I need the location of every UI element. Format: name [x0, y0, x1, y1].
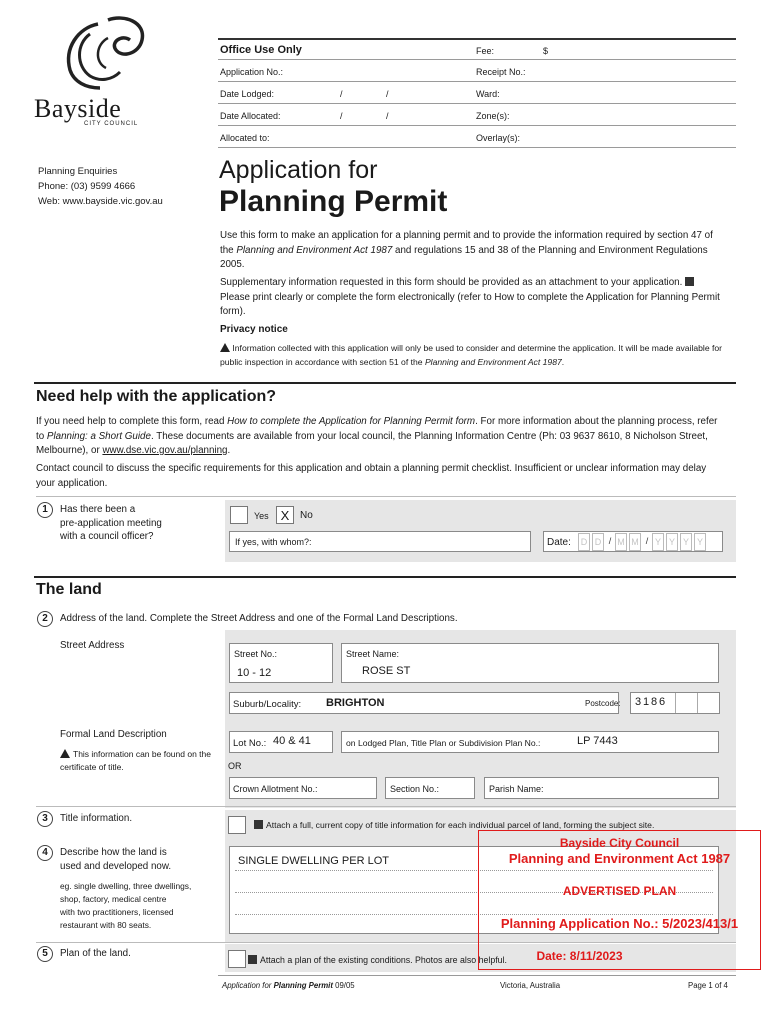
plan-no-value: LP 7443: [577, 735, 618, 747]
help-text-b: . For more information about the planning process, refer to: [36, 416, 718, 442]
stamp-council: Bayside City Council: [559, 836, 680, 850]
date-lodged-slash-2: /: [386, 89, 389, 99]
formal-land-label: Formal Land Description: [60, 729, 167, 740]
q1-label-line-2: pre-application meeting: [60, 517, 162, 529]
stamp-advertised: ADVERTISED PLAN: [562, 884, 677, 898]
intro-paragraph-2: [220, 276, 720, 320]
q1-number: 1: [37, 502, 53, 518]
pencil-icon: [685, 277, 694, 286]
lot-no-value: 40 & 41: [273, 735, 311, 747]
office-row-5: [218, 127, 736, 148]
formal-note-text: This information can be found on the certificate of title.: [60, 749, 211, 772]
q1-top-rule: [36, 496, 736, 497]
phone-text: Phone: (03) 9599 4666: [38, 181, 136, 192]
q4-examples: [60, 880, 191, 932]
logo-subtitle: CITY COUNCIL: [84, 121, 139, 127]
office-row-3: [218, 83, 736, 104]
help-heading: Need help with the application?: [36, 388, 277, 405]
q3-text: Title information.: [60, 813, 133, 824]
council-logo: [34, 14, 156, 132]
date-char-box: Y: [680, 533, 692, 551]
stamp-application-no: Planning Application No.: 5/2023/413/1: [500, 916, 739, 931]
zone-label: Zone(s):: [476, 111, 510, 121]
q1-label: [60, 503, 162, 544]
how-to-complete-link[interactable]: How to complete the Application for Planning Permit form: [227, 416, 476, 427]
yes-checkbox[interactable]: [230, 506, 248, 524]
date-char-box: D: [592, 533, 604, 551]
postcode-digit-4: 6: [659, 696, 666, 708]
q5-text: Plan of the land.: [60, 948, 131, 959]
q4-example-4: restaurant with 80 seats.: [60, 920, 152, 930]
dse-url-link[interactable]: www.dse.vic.gov.au/planning: [102, 445, 228, 456]
page-title-line-2: Planning Permit: [219, 185, 448, 218]
footer-page-number: Page 1 of 4: [688, 981, 728, 990]
land-top-rule: [34, 576, 736, 578]
logo-mark-icon: [50, 14, 150, 94]
with-whom-label: If yes, with whom?:: [235, 537, 312, 547]
date-allocated-slash-1: /: [340, 111, 343, 121]
with-whom-input[interactable]: [229, 531, 531, 552]
privacy-end: .: [561, 357, 565, 367]
date-char-box: /: [645, 536, 649, 546]
enquiries-label: Planning Enquiries: [38, 166, 118, 177]
privacy-title: Privacy notice: [220, 324, 288, 335]
help-paragraph-2: Contact council to discuss the specific requirements for this application and obtain a planning permit checklist. Insufficient or unclear information may delay your application.: [36, 463, 707, 489]
footer-left: [222, 981, 355, 990]
land-use-value: SINGLE DWELLING PER LOT: [238, 855, 389, 867]
q4-example-1: eg. single dwelling, three dwellings,: [60, 881, 192, 891]
privacy-text: [220, 341, 730, 369]
application-no-label: Application No.:: [220, 67, 284, 77]
footer-left-c: 09/05: [332, 981, 355, 990]
overlay-label: Overlay(s):: [476, 133, 521, 143]
postcode-input[interactable]: [630, 692, 720, 714]
q4-example-3: with two practitioners, licensed: [60, 907, 174, 917]
plan-no-label: on Lodged Plan, Title Plan or Subdivision Plan No.:: [346, 738, 541, 748]
section-no-label: Section No.:: [390, 784, 440, 794]
no-check-mark: X: [280, 508, 290, 523]
crown-allotment-input[interactable]: [229, 777, 377, 799]
section-no-input[interactable]: [385, 777, 475, 799]
stamp-date: Date: 8/11/2023: [536, 949, 623, 963]
street-name-input[interactable]: [341, 643, 719, 683]
street-address-label: Street Address: [60, 640, 125, 651]
crown-allotment-label: Crown Allotment No.:: [233, 784, 318, 794]
privacy-act: Planning and Environment Act 1987: [424, 357, 562, 367]
footer-left-a: Application for: [222, 981, 274, 990]
footer-rule: [218, 975, 736, 976]
no-checkbox[interactable]: [276, 506, 294, 524]
q1-label-line-1: Has there been a: [60, 504, 136, 515]
office-row-2: [218, 61, 736, 82]
postcode-digit-3: 8: [651, 696, 658, 708]
plan-no-input[interactable]: [341, 731, 719, 753]
date-char-box: Y: [652, 533, 664, 551]
intro-text-b: and regulations 15 and 38 of the Planning and Environment Regulations 2005.: [220, 244, 708, 271]
plan-attach-checkbox[interactable]: [228, 950, 246, 968]
lot-no-label: Lot No.:: [233, 738, 267, 749]
supplementary-text: Supplementary information requested in this form should be provided as an attachment to your application.: [220, 277, 686, 288]
postcode-digit-2: 1: [643, 696, 650, 708]
intro-act: Planning and Environment Act 1987: [236, 244, 393, 256]
privacy-text-a: Information collected with this application will only be used to consider and determine the application. It will be made available for public inspection in accordance with section 51 of the: [220, 343, 723, 367]
short-guide-link[interactable]: Planning: a Short Guide: [46, 430, 151, 442]
date-char-box: M: [615, 533, 627, 551]
help-text-a: If you need help to complete this form, read: [36, 416, 228, 427]
ward-label: Ward:: [476, 89, 500, 99]
no-label: No: [300, 510, 313, 521]
parish-name-input[interactable]: [484, 777, 719, 799]
suburb-label: Suburb/Locality:: [233, 699, 302, 710]
logo-name: Bayside: [34, 94, 122, 123]
lot-no-input[interactable]: [229, 731, 333, 753]
street-no-input[interactable]: [229, 643, 333, 683]
q3-pencil-icon: [254, 820, 263, 829]
q2-number: 2: [37, 611, 53, 627]
office-use-title: Office Use Only: [220, 44, 302, 56]
intro-paragraph-1: [220, 229, 720, 273]
date-allocated-label: Date Allocated:: [220, 111, 281, 121]
suburb-input[interactable]: [229, 692, 619, 714]
q1-label-line-3: with a council officer?: [60, 531, 154, 542]
fee-symbol: $: [543, 46, 549, 56]
q4-number: 4: [37, 845, 53, 861]
help-text-end: .: [227, 445, 231, 456]
q4-example-2: shop, factory, medical centre: [60, 894, 167, 904]
allocated-to-label: Allocated to:: [220, 133, 270, 143]
date-char-box: D: [578, 533, 590, 551]
street-no-label: Street No.:: [234, 649, 278, 659]
print-clearly-text: Please print clearly or complete the form electronically (refer to How to complete the Application for Planning Permit form).: [220, 291, 720, 318]
q3-attach-label: Attach a full, current copy of title information for each individual parcel of land, forming the subject site.: [266, 820, 655, 830]
date-char-box: /: [608, 536, 612, 546]
yes-label: Yes: [254, 511, 269, 521]
contact-block: [38, 164, 163, 209]
street-name-label: Street Name:: [346, 649, 400, 659]
help-paragraph-1: [36, 415, 726, 459]
web-link[interactable]: Web: www.bayside.vic.gov.au: [38, 196, 163, 207]
advertised-plan-stamp: [478, 830, 761, 970]
date-allocated-slash-2: /: [386, 111, 389, 121]
office-row-4: [218, 105, 736, 126]
fee-label: Fee:: [476, 46, 495, 56]
date-char-box: Y: [694, 533, 706, 551]
q3-number: 3: [37, 811, 53, 827]
help-top-rule: [34, 382, 736, 384]
postcode-divider-1: [675, 693, 676, 713]
q4-label: [60, 846, 171, 874]
q3-top-rule: [36, 806, 736, 807]
formal-warning-icon: [60, 749, 70, 758]
postcode-divider-2: [697, 693, 698, 713]
street-no-value: 10 - 12: [237, 667, 272, 679]
q5-pencil-icon: [248, 955, 257, 964]
stamp-act: Planning and Environment Act 1987: [508, 851, 731, 866]
date-label: Date:: [547, 537, 571, 548]
parish-name-label: Parish Name:: [489, 784, 544, 794]
street-name-value: ROSE ST: [362, 665, 411, 677]
date-lodged-slash-1: /: [340, 89, 343, 99]
date-char-box: Y: [666, 533, 678, 551]
footer-center: Victoria, Australia: [500, 981, 561, 990]
land-heading: The land: [36, 581, 102, 598]
warning-icon: [220, 343, 230, 352]
postcode-digit-1: 3: [635, 696, 642, 708]
help-text-c: . These documents are available from your local council, the Planning Information Centre (Ph: 03 9637 8610, 8 Nicholson Street, Melbourne), or: [36, 430, 708, 456]
date-char-box: M: [629, 533, 641, 551]
q5-attach-label: Attach a plan of the existing conditions. Photos are also helpful.: [260, 955, 507, 965]
page-title-line-1: Application for: [219, 156, 378, 184]
q4-label-line-1: Describe how the land is: [60, 847, 167, 858]
title-attach-checkbox[interactable]: [228, 816, 246, 834]
intro-text-a: Use this form to make an application for a planning permit and to provide the information required by section 47 of the: [220, 230, 713, 256]
formal-land-note: [60, 748, 218, 774]
q2-text: Address of the land. Complete the Street Address and one of the Formal Land Descriptions.: [60, 613, 458, 624]
footer-left-b: Planning Permit: [273, 981, 333, 990]
q4-label-line-2: used and developed now.: [60, 861, 172, 872]
date-lodged-label: Date Lodged:: [220, 89, 275, 99]
q5-number: 5: [37, 946, 53, 962]
postcode-label: Postcode:: [585, 699, 621, 708]
office-row-1: [218, 40, 736, 60]
or-label: OR: [228, 761, 242, 771]
receipt-no-label: Receipt No.:: [476, 67, 526, 77]
q3-attach-text: [254, 820, 654, 830]
suburb-value: BRIGHTON: [326, 697, 385, 709]
